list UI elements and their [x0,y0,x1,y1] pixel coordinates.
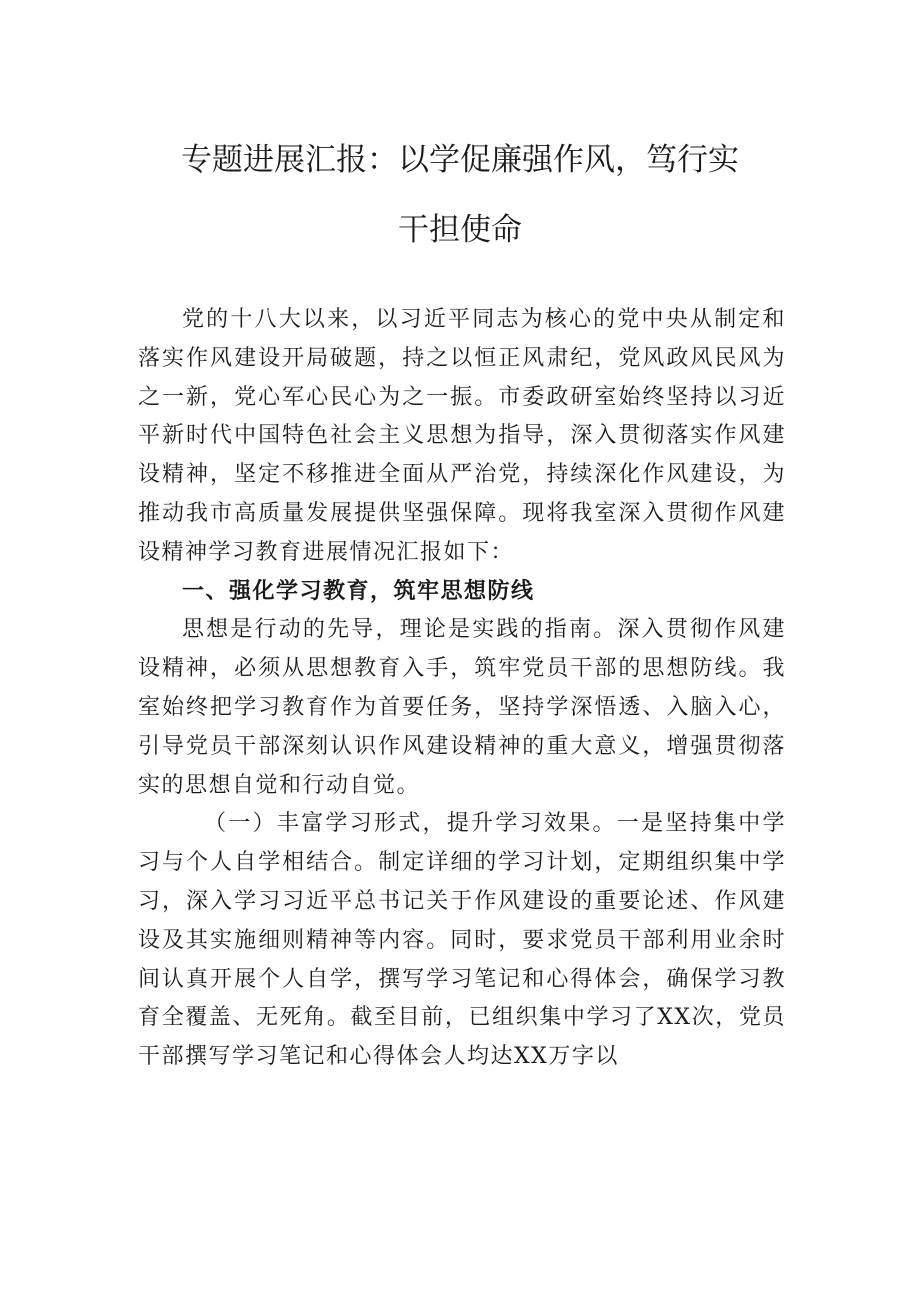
document-body [138,301,786,1077]
intro-paragraph: 党的十八大以来，以习近平同志为核心的党中央从制定和落实作风建设开局破题，持之以恒正风肃纪，党风政风民风为之一新，党心军心民心为之一振。市委政研室始终坚持以习近平新时代中国特色社会主义思想为指导，深入贯彻落实作风建设精神，坚定不移推进全面从严治党，持续深化作风建设，为推动我市高质量发展提供坚强保障。现将我室深入贯彻作风建设精神学习教育进展情况汇报如下： [138,307,786,565]
section-1-heading: 一、强化学习教育，筑牢思想防线 [182,578,535,604]
document-title-line-1: 专题进展汇报：以学促廉强作风，笃行实 [181,142,739,178]
document-title-line-2: 干担使命 [398,212,522,248]
subsection-1-paragraph: （一）丰富学习形式，提升学习效果。一是坚持集中学习与个人自学相结合。制定详细的学习计划，定期组织集中学习，深入学习习近平总书记关于作风建设的重要论述、作风建设及其实施细则精神等内容。同时，要求党员干部利用业余时间认真开展个人自学，撰写学习笔记和心得体会，确保学习教育全覆盖、无死角。截至目前，已组织集中学习了XX次，党员干部撰写学习笔记和心得体会人均达XX万字以 [138,811,786,1070]
section-1-paragraph: 思想是行动的先导，理论是实践的指南。深入贯彻作风建设精神，必须从思想教育入手，筑牢党员干部的思想防线。我室始终把学习教育作为首要任务，坚持学深悟透、入脑入心，引导党员干部深刻认识作风建设精神的重大意义，增强贯彻落实的思想自觉和行动自觉。 [138,617,786,798]
